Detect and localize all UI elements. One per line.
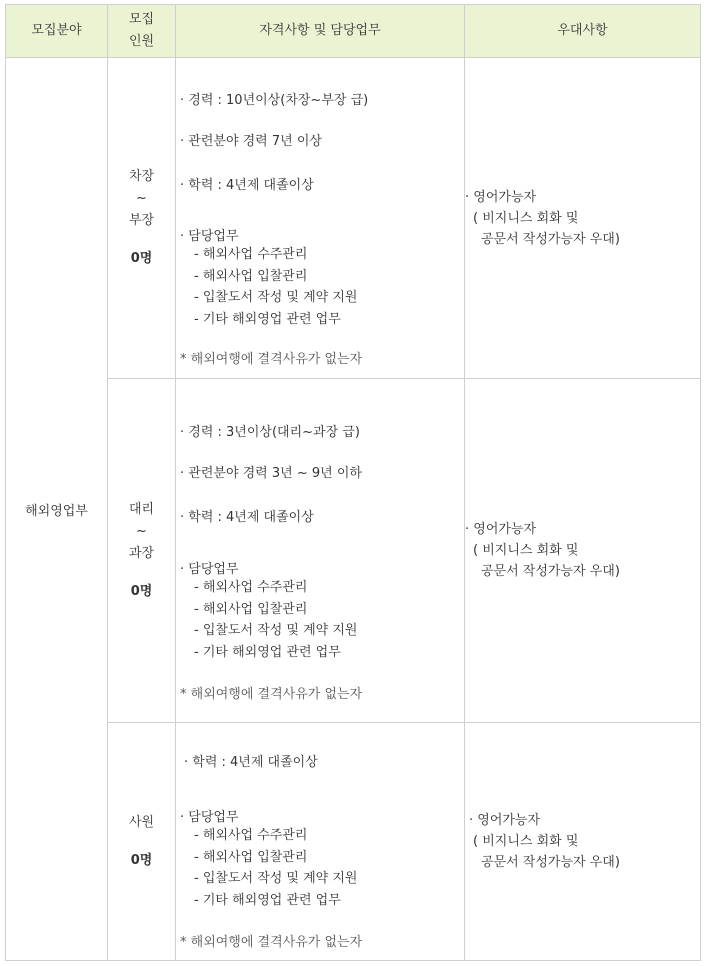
qual-line: · 학력 : 4년제 대졸이상 <box>180 510 314 525</box>
headcount: 0명 <box>130 251 153 266</box>
grade-cell <box>108 723 176 961</box>
pref-line: ( 비지니스 회화 및 <box>473 834 579 849</box>
qual-line: · 학력 : 4년제 대졸이상 <box>180 178 314 193</box>
pref-cell <box>465 58 701 379</box>
qual-line: · 경력 : 10년이상(차장~부장 급) <box>180 93 369 108</box>
header-count <box>108 5 176 58</box>
quals-cell <box>176 723 465 961</box>
note-text: * 해외여행에 결격사유가 없는자 <box>180 935 363 950</box>
duty-item: - 해외사업 입찰관리 <box>194 849 308 865</box>
grade-line: 대리 <box>128 501 155 517</box>
grade-cell <box>108 58 176 379</box>
duty-title: · 담당업무 <box>180 562 239 577</box>
note-text: * 해외여행에 결격사유가 없는자 <box>180 352 363 367</box>
quals-cell <box>176 379 465 723</box>
pref-line: ( 비지니스 회화 및 <box>473 543 579 558</box>
grade-line: ~ <box>136 523 147 539</box>
duty-item: - 해외사업 수주관리 <box>194 247 308 262</box>
pref-line: · 영어가능자 <box>465 189 537 205</box>
field-cell: 해외영업부 <box>6 58 108 961</box>
duty-item: - 해외사업 입찰관리 <box>194 268 308 284</box>
duty-title: · 담당업무 <box>180 229 239 244</box>
duty-item: - 기타 해외영업 관련 업무 <box>194 311 341 327</box>
grade-line: 사원 <box>128 814 155 830</box>
duty-item: - 기타 해외영업 관련 업무 <box>194 892 341 908</box>
qual-line: · 학력 : 4년제 대졸이상 <box>184 755 318 770</box>
duty-item: - 입찰도서 작성 및 계약 지원 <box>194 871 358 886</box>
qual-line: · 관련분야 경력 7년 이상 <box>180 134 322 149</box>
pref-line: · 영어가능자 <box>469 813 541 828</box>
qual-line: · 관련분야 경력 3년 ~ 9년 이하 <box>180 466 362 481</box>
duty-item: - 해외사업 수주관리 <box>194 580 308 595</box>
grade-cell <box>108 379 176 723</box>
pref-line: · 영어가능자 <box>465 522 537 537</box>
table-row <box>6 723 701 961</box>
pref-cell <box>465 379 701 723</box>
header-row <box>6 5 701 58</box>
duty-item: - 입찰도서 작성 및 계약 지원 <box>194 290 358 305</box>
header-quals: 자격사항 및 담당업무 <box>176 5 465 58</box>
table-row <box>6 58 701 379</box>
quals-cell <box>176 58 465 379</box>
header-pref: 우대사항 <box>465 5 701 58</box>
headcount: 0명 <box>130 583 153 599</box>
header-count-line2: 인원 <box>128 34 155 49</box>
duty-title: · 담당업무 <box>180 810 239 825</box>
table-row <box>6 379 701 723</box>
grade-line: 차장 <box>128 169 155 184</box>
pref-line: 공문서 작성가능자 우대) <box>481 564 620 579</box>
grade-line: 부장 <box>128 213 155 228</box>
header-count-line1: 모집 <box>128 12 155 27</box>
pref-line: 공문서 작성가능자 우대) <box>481 231 620 247</box>
note-text: * 해외여행에 결격사유가 없는자 <box>180 687 363 702</box>
duty-item: - 해외사업 수주관리 <box>194 828 308 843</box>
pref-cell <box>465 723 701 961</box>
grade-line: 과장 <box>128 545 155 561</box>
qual-line: · 경력 : 3년이상(대리~과장 급) <box>180 425 360 440</box>
pref-line: 공문서 작성가능자 우대) <box>481 855 620 870</box>
pref-line: ( 비지니스 회화 및 <box>473 210 579 226</box>
duty-item: - 기타 해외영업 관련 업무 <box>194 644 341 660</box>
duty-item: - 해외사업 입찰관리 <box>194 601 308 617</box>
recruitment-table <box>5 4 701 961</box>
grade-line: ~ <box>136 191 147 206</box>
headcount: 0명 <box>130 852 153 868</box>
duty-item: - 입찰도서 작성 및 계약 지원 <box>194 623 358 638</box>
header-field: 모집분야 <box>6 5 108 58</box>
